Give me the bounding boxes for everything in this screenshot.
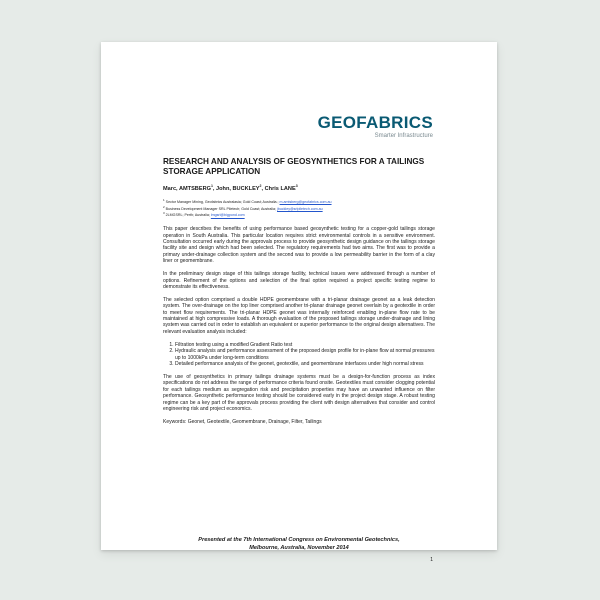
abstract-paragraph-3: The selected option comprised a double HDPE geomembrane with a tri-planar drainage geonet as a leak detection system. The over-drainage on the top liner comprised another tri-planar drainage geonet overlain by a geotextile in order to meet flow requirements. The tri-planar HDPE geonet was internally reinforced enabling in-plane flow rate to be maintained at high compressive loads. A thorough evaluation of the proposed tailings storage under-drainage and lining system was carried out in order to establish an equivalent or superior performance to the original design alternatives. The relevant evaluation analysis included: bbox=[163, 296, 435, 335]
affiliation-1: $^1$ Sector Manager Mining, Geofabrics Australasia; Gold Coast; Australia.; m.amtsberg@geofabrics.com.au bbox=[163, 197, 332, 205]
list-item: 2. Hydraulic analysis and performance assessment of the proposed design profile for in-plane flow at normal pressures up to 1000kPa under long-term conditions bbox=[175, 348, 435, 361]
list-item: 3. Detailed performance analysis of the geonet, geotextile, and geomembrane interfaces under high normal stress bbox=[175, 361, 435, 367]
email-link[interactable]: m.amtsberg@geofabrics.com.au bbox=[279, 200, 332, 205]
email-link[interactable]: jbuckley@srlpiletech.com.au bbox=[277, 206, 323, 211]
abstract-paragraph-2: In the preliminary design stage of this tailings storage facility, technical issues were addressed through a number of options. Refinement of the options and selection of the final option required a project specific testing regime to demonstrate its effectiveness. bbox=[163, 271, 435, 290]
document-page bbox=[101, 42, 497, 563]
paper-title: RESEARCH AND ANALYSIS OF GEOSYNTHETICS FOR A TAILINGS STORAGE APPLICATION bbox=[163, 157, 425, 176]
list-item: 1. Filtration testing using a modified Gradient Ratio test bbox=[175, 342, 435, 348]
author-sup: 1 bbox=[210, 184, 213, 188]
abstract-paragraph-4: The use of geosynthetics in primary tailings drainage systems must be a design-for-function process as index specifications do not address the range of performance criteria found onsite. Geotextiles must consider clogging potential for each tailings medium as segregation risk and precipitation properties may have an unwanted influence on filter performance. Geosynthetic performance testing should be considered early in the project design stage. A robust testing regime can be a key part of the approvals process providing the client with design alternatives that consider and control engineering risk and project economics. bbox=[163, 373, 435, 412]
keywords: Keywords: Geonet, Geotextile, Geomembrane, Drainage, Filter, Tailings bbox=[163, 418, 322, 425]
affiliation-2: $^2$ Business Development Manager SRL Piletech; Gold Coast; Australia; jbuckley@srlpiletech.com.au bbox=[163, 204, 323, 211]
author-line: Marc, AMTSBERG$^1$, John, BUCKLEY$^2$, Chris LANE$^3$ bbox=[163, 184, 298, 192]
paper-body bbox=[163, 157, 435, 425]
footer-line-2: Melbourne, Australia, November 2014 bbox=[249, 544, 349, 551]
author-name: John, BUCKLEY bbox=[216, 185, 260, 192]
logo-tagline: Smarter Infrastructure bbox=[374, 133, 433, 139]
analysis-list bbox=[163, 342, 435, 368]
affiliation-3: $^3$ 2LMGSRL; Perth; Australia; lmgsrl@bigpond.com bbox=[163, 211, 245, 218]
geofabrics-logo bbox=[318, 114, 433, 140]
affiliations bbox=[163, 198, 435, 218]
author-name: Marc, AMTSBERG bbox=[163, 185, 211, 192]
author-sup: 2 bbox=[259, 184, 262, 188]
footer-line-1: Presented at the 7th International Congress on Environmental Geotechnics, bbox=[198, 537, 400, 543]
abstract-paragraph-1: This paper describes the benefits of using performance based geosynthetic testing for a copper-gold tailings storage operation in South Australia. This particular location requires strict environmental controls in a sensitive environment. Consultation occurred early during the approvals process to provide geosynthetic design guidance on the tailings storage facility site and design which had been selected. The regulatory requirements had two aims. The first was to provide a primary under-drainage collection system and the second was to provide a low permeability barrier in the form of a clay liner or geomembrane. bbox=[163, 226, 435, 265]
email-link[interactable]: lmgsrl@bigpond.com bbox=[210, 213, 245, 218]
logo-wordmark: GEOFABRICS bbox=[317, 113, 433, 132]
page-number: 1 bbox=[430, 557, 433, 563]
author-sup: 3 bbox=[295, 184, 298, 188]
conference-footer bbox=[163, 537, 435, 552]
author-name: Chris LANE bbox=[264, 185, 296, 192]
